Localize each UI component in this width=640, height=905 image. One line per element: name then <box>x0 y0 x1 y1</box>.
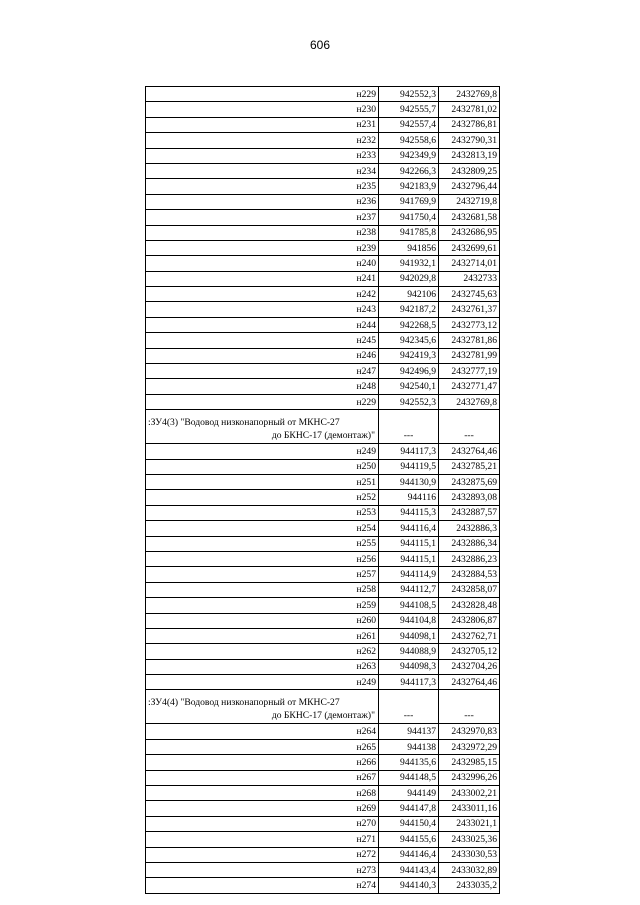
point-name-cell: н253 <box>146 505 379 520</box>
x-coordinate-cell: 942558,6 <box>379 133 439 148</box>
x-coordinate-cell: 944112,7 <box>379 582 439 597</box>
page-number: 606 <box>309 38 331 52</box>
point-name-cell: н270 <box>146 816 379 831</box>
y-coordinate-cell: 2432828,48 <box>439 598 500 613</box>
x-coordinate-cell: 944155,6 <box>379 832 439 847</box>
y-coordinate-cell: 2432771,47 <box>439 379 500 394</box>
point-name-cell: н267 <box>146 770 379 785</box>
table-row <box>146 474 500 489</box>
x-coordinate-cell: 944146,4 <box>379 847 439 862</box>
point-name-cell: н262 <box>146 644 379 659</box>
x-coordinate-cell: 944098,3 <box>379 659 439 674</box>
x-coordinate-cell: 944104,8 <box>379 613 439 628</box>
x-coordinate-cell: 944147,8 <box>379 801 439 816</box>
point-name-cell: н234 <box>146 163 379 178</box>
point-name-cell: н244 <box>146 317 379 332</box>
table-row <box>146 770 500 785</box>
x-coordinate-cell: 944150,4 <box>379 816 439 831</box>
table-row <box>146 598 500 613</box>
table-row <box>146 348 500 363</box>
point-name-cell: н231 <box>146 117 379 132</box>
x-coordinate-cell: 941785,8 <box>379 225 439 240</box>
y-coordinate-cell: 2432806,87 <box>439 613 500 628</box>
x-coordinate-cell: 942419,3 <box>379 348 439 363</box>
x-coordinate-cell: 944108,5 <box>379 598 439 613</box>
point-name-cell: н266 <box>146 755 379 770</box>
section-title <box>146 690 379 724</box>
x-coordinate-cell: 941769,9 <box>379 194 439 209</box>
y-coordinate-cell: 2433032,89 <box>439 862 500 877</box>
y-coordinate-cell: 2433021,1 <box>439 816 500 831</box>
x-coordinate-cell: 944140,3 <box>379 878 439 893</box>
x-coordinate-cell: 942266,3 <box>379 163 439 178</box>
point-name-cell: н272 <box>146 847 379 862</box>
table-row <box>146 102 500 117</box>
y-coordinate-cell: 2432985,15 <box>439 755 500 770</box>
table-row <box>146 644 500 659</box>
x-coordinate-cell: 944115,1 <box>379 551 439 566</box>
x-coordinate-cell: 944149 <box>379 786 439 801</box>
point-name-cell: н241 <box>146 271 379 286</box>
y-coordinate-cell: 2432761,37 <box>439 302 500 317</box>
point-name-cell: н271 <box>146 832 379 847</box>
y-coordinate-cell: 2432972,29 <box>439 739 500 754</box>
x-coordinate-cell: 944115,3 <box>379 505 439 520</box>
y-coordinate-cell: 2432704,26 <box>439 659 500 674</box>
y-coordinate-cell: 2432884,53 <box>439 567 500 582</box>
point-name-cell: н229 <box>146 87 379 102</box>
x-coordinate-cell: 942557,4 <box>379 117 439 132</box>
y-coordinate-cell: 2433030,53 <box>439 847 500 862</box>
y-coordinate-cell: 2432769,8 <box>439 394 500 409</box>
section-dash-x: --- <box>379 690 439 724</box>
point-name-cell: н255 <box>146 536 379 551</box>
y-coordinate-cell: 2432886,34 <box>439 536 500 551</box>
table-row <box>146 786 500 801</box>
x-coordinate-cell: 942552,3 <box>379 87 439 102</box>
x-coordinate-cell: 944115,1 <box>379 536 439 551</box>
table-row <box>146 739 500 754</box>
section-title-line2: до БКНС-17 (демонтаж)" <box>271 710 375 722</box>
x-coordinate-cell: 941856 <box>379 240 439 255</box>
section-title <box>146 410 379 444</box>
x-coordinate-cell: 944117,3 <box>379 675 439 690</box>
point-name-cell: н265 <box>146 739 379 754</box>
table-row <box>146 755 500 770</box>
y-coordinate-cell: 2432893,08 <box>439 490 500 505</box>
point-name-cell: н254 <box>146 521 379 536</box>
point-name-cell: н251 <box>146 474 379 489</box>
point-name-cell: н238 <box>146 225 379 240</box>
table-row <box>146 847 500 862</box>
y-coordinate-cell: 2433025,36 <box>439 832 500 847</box>
section-dash-x: --- <box>379 410 439 444</box>
table-row <box>146 333 500 348</box>
table-row <box>146 256 500 271</box>
point-name-cell: н249 <box>146 675 379 690</box>
y-coordinate-cell: 2432781,86 <box>439 333 500 348</box>
table-row <box>146 551 500 566</box>
section-dash-y: --- <box>439 410 500 444</box>
point-name-cell: н258 <box>146 582 379 597</box>
point-name-cell: н252 <box>146 490 379 505</box>
point-name-cell: н261 <box>146 628 379 643</box>
y-coordinate-cell: 2432796,44 <box>439 179 500 194</box>
table-row <box>146 724 500 739</box>
y-coordinate-cell: 2432786,81 <box>439 117 500 132</box>
y-coordinate-cell: 2432790,31 <box>439 133 500 148</box>
table-row <box>146 87 500 102</box>
x-coordinate-cell: 942345,6 <box>379 333 439 348</box>
point-name-cell: н250 <box>146 459 379 474</box>
table-row <box>146 675 500 690</box>
point-name-cell: н247 <box>146 364 379 379</box>
point-name-cell: н232 <box>146 133 379 148</box>
x-coordinate-cell: 941750,4 <box>379 210 439 225</box>
table-row <box>146 225 500 240</box>
x-coordinate-cell: 942540,1 <box>379 379 439 394</box>
y-coordinate-cell: 2432886,23 <box>439 551 500 566</box>
point-name-cell: н260 <box>146 613 379 628</box>
y-coordinate-cell: 2432733 <box>439 271 500 286</box>
point-name-cell: н257 <box>146 567 379 582</box>
y-coordinate-cell: 2432887,57 <box>439 505 500 520</box>
y-coordinate-cell: 2432813,19 <box>439 148 500 163</box>
table-row <box>146 271 500 286</box>
x-coordinate-cell: 942496,9 <box>379 364 439 379</box>
y-coordinate-cell: 2432781,99 <box>439 348 500 363</box>
point-name-cell: н230 <box>146 102 379 117</box>
y-coordinate-cell: 2432764,46 <box>439 444 500 459</box>
x-coordinate-cell: 944130,9 <box>379 474 439 489</box>
table-row <box>146 490 500 505</box>
table-row <box>146 364 500 379</box>
x-coordinate-cell: 942029,8 <box>379 271 439 286</box>
section-title-line1: :ЗУ4(3) "Водовод низконапорный от МКНС-27 <box>148 417 340 429</box>
y-coordinate-cell: 2432781,02 <box>439 102 500 117</box>
table-row <box>146 613 500 628</box>
x-coordinate-cell: 942187,2 <box>379 302 439 317</box>
y-coordinate-cell: 2432705,12 <box>439 644 500 659</box>
x-coordinate-cell: 942349,9 <box>379 148 439 163</box>
x-coordinate-cell: 944138 <box>379 739 439 754</box>
point-name-cell: н248 <box>146 379 379 394</box>
y-coordinate-cell: 2432769,8 <box>439 87 500 102</box>
table-row <box>146 317 500 332</box>
point-name-cell: н233 <box>146 148 379 163</box>
y-coordinate-cell: 2432714,01 <box>439 256 500 271</box>
table-row <box>146 567 500 582</box>
y-coordinate-cell: 2432681,58 <box>439 210 500 225</box>
section-title-line1: :ЗУ4(4) "Водовод низконапорный от МКНС-27 <box>148 697 340 709</box>
point-name-cell: н229 <box>146 394 379 409</box>
x-coordinate-cell: 944137 <box>379 724 439 739</box>
table-row <box>146 117 500 132</box>
point-name-cell: н236 <box>146 194 379 209</box>
y-coordinate-cell: 2432764,46 <box>439 675 500 690</box>
section-header-row <box>146 410 500 444</box>
y-coordinate-cell: 2433002,21 <box>439 786 500 801</box>
table-row <box>146 878 500 893</box>
table-row <box>146 287 500 302</box>
table-row <box>146 302 500 317</box>
table-row <box>146 194 500 209</box>
y-coordinate-cell: 2432875,69 <box>439 474 500 489</box>
table-row <box>146 505 500 520</box>
x-coordinate-cell: 944135,6 <box>379 755 439 770</box>
y-coordinate-cell: 2433011,16 <box>439 801 500 816</box>
x-coordinate-cell: 944098,1 <box>379 628 439 643</box>
y-coordinate-cell: 2432809,25 <box>439 163 500 178</box>
point-name-cell: н242 <box>146 287 379 302</box>
y-coordinate-cell: 2432745,63 <box>439 287 500 302</box>
x-coordinate-cell: 942555,7 <box>379 102 439 117</box>
y-coordinate-cell: 2432785,21 <box>439 459 500 474</box>
point-name-cell: н256 <box>146 551 379 566</box>
section-title-line2: до БКНС-17 (демонтаж)" <box>271 430 375 442</box>
coordinates-table <box>145 86 500 894</box>
table-row <box>146 163 500 178</box>
point-name-cell: н249 <box>146 444 379 459</box>
table-row <box>146 444 500 459</box>
x-coordinate-cell: 942106 <box>379 287 439 302</box>
table-row <box>146 210 500 225</box>
table-row <box>146 536 500 551</box>
point-name-cell: н245 <box>146 333 379 348</box>
table-row <box>146 379 500 394</box>
y-coordinate-cell: 2432858,07 <box>439 582 500 597</box>
table-row <box>146 628 500 643</box>
y-coordinate-cell: 2432686,95 <box>439 225 500 240</box>
point-name-cell: н235 <box>146 179 379 194</box>
coordinates-table-body <box>146 87 500 894</box>
y-coordinate-cell: 2432762,71 <box>439 628 500 643</box>
section-header-row <box>146 690 500 724</box>
x-coordinate-cell: 942183,9 <box>379 179 439 194</box>
point-name-cell: н274 <box>146 878 379 893</box>
point-name-cell: н259 <box>146 598 379 613</box>
point-name-cell: н237 <box>146 210 379 225</box>
table-row <box>146 801 500 816</box>
point-name-cell: н269 <box>146 801 379 816</box>
x-coordinate-cell: 944148,5 <box>379 770 439 785</box>
x-coordinate-cell: 944119,5 <box>379 459 439 474</box>
x-coordinate-cell: 942552,3 <box>379 394 439 409</box>
table-row <box>146 816 500 831</box>
y-coordinate-cell: 2432970,83 <box>439 724 500 739</box>
y-coordinate-cell: 2433035,2 <box>439 878 500 893</box>
table-row <box>146 240 500 255</box>
point-name-cell: н246 <box>146 348 379 363</box>
table-row <box>146 148 500 163</box>
y-coordinate-cell: 2432886,3 <box>439 521 500 536</box>
y-coordinate-cell: 2432777,19 <box>439 364 500 379</box>
point-name-cell: н264 <box>146 724 379 739</box>
table-row <box>146 179 500 194</box>
table-row <box>146 459 500 474</box>
point-name-cell: н243 <box>146 302 379 317</box>
y-coordinate-cell: 2432719,8 <box>439 194 500 209</box>
point-name-cell: н268 <box>146 786 379 801</box>
x-coordinate-cell: 944088,9 <box>379 644 439 659</box>
point-name-cell: н273 <box>146 862 379 877</box>
x-coordinate-cell: 941932,1 <box>379 256 439 271</box>
section-dash-y: --- <box>439 690 500 724</box>
point-name-cell: н263 <box>146 659 379 674</box>
y-coordinate-cell: 2432699,61 <box>439 240 500 255</box>
y-coordinate-cell: 2432996,26 <box>439 770 500 785</box>
x-coordinate-cell: 944117,3 <box>379 444 439 459</box>
table-row <box>146 659 500 674</box>
table-row <box>146 133 500 148</box>
y-coordinate-cell: 2432773,12 <box>439 317 500 332</box>
table-row <box>146 582 500 597</box>
x-coordinate-cell: 944143,4 <box>379 862 439 877</box>
x-coordinate-cell: 944116 <box>379 490 439 505</box>
table-row <box>146 832 500 847</box>
point-name-cell: н239 <box>146 240 379 255</box>
x-coordinate-cell: 944116,4 <box>379 521 439 536</box>
x-coordinate-cell: 944114,9 <box>379 567 439 582</box>
table-row <box>146 394 500 409</box>
point-name-cell: н240 <box>146 256 379 271</box>
x-coordinate-cell: 942268,5 <box>379 317 439 332</box>
table-row <box>146 862 500 877</box>
table-row <box>146 521 500 536</box>
